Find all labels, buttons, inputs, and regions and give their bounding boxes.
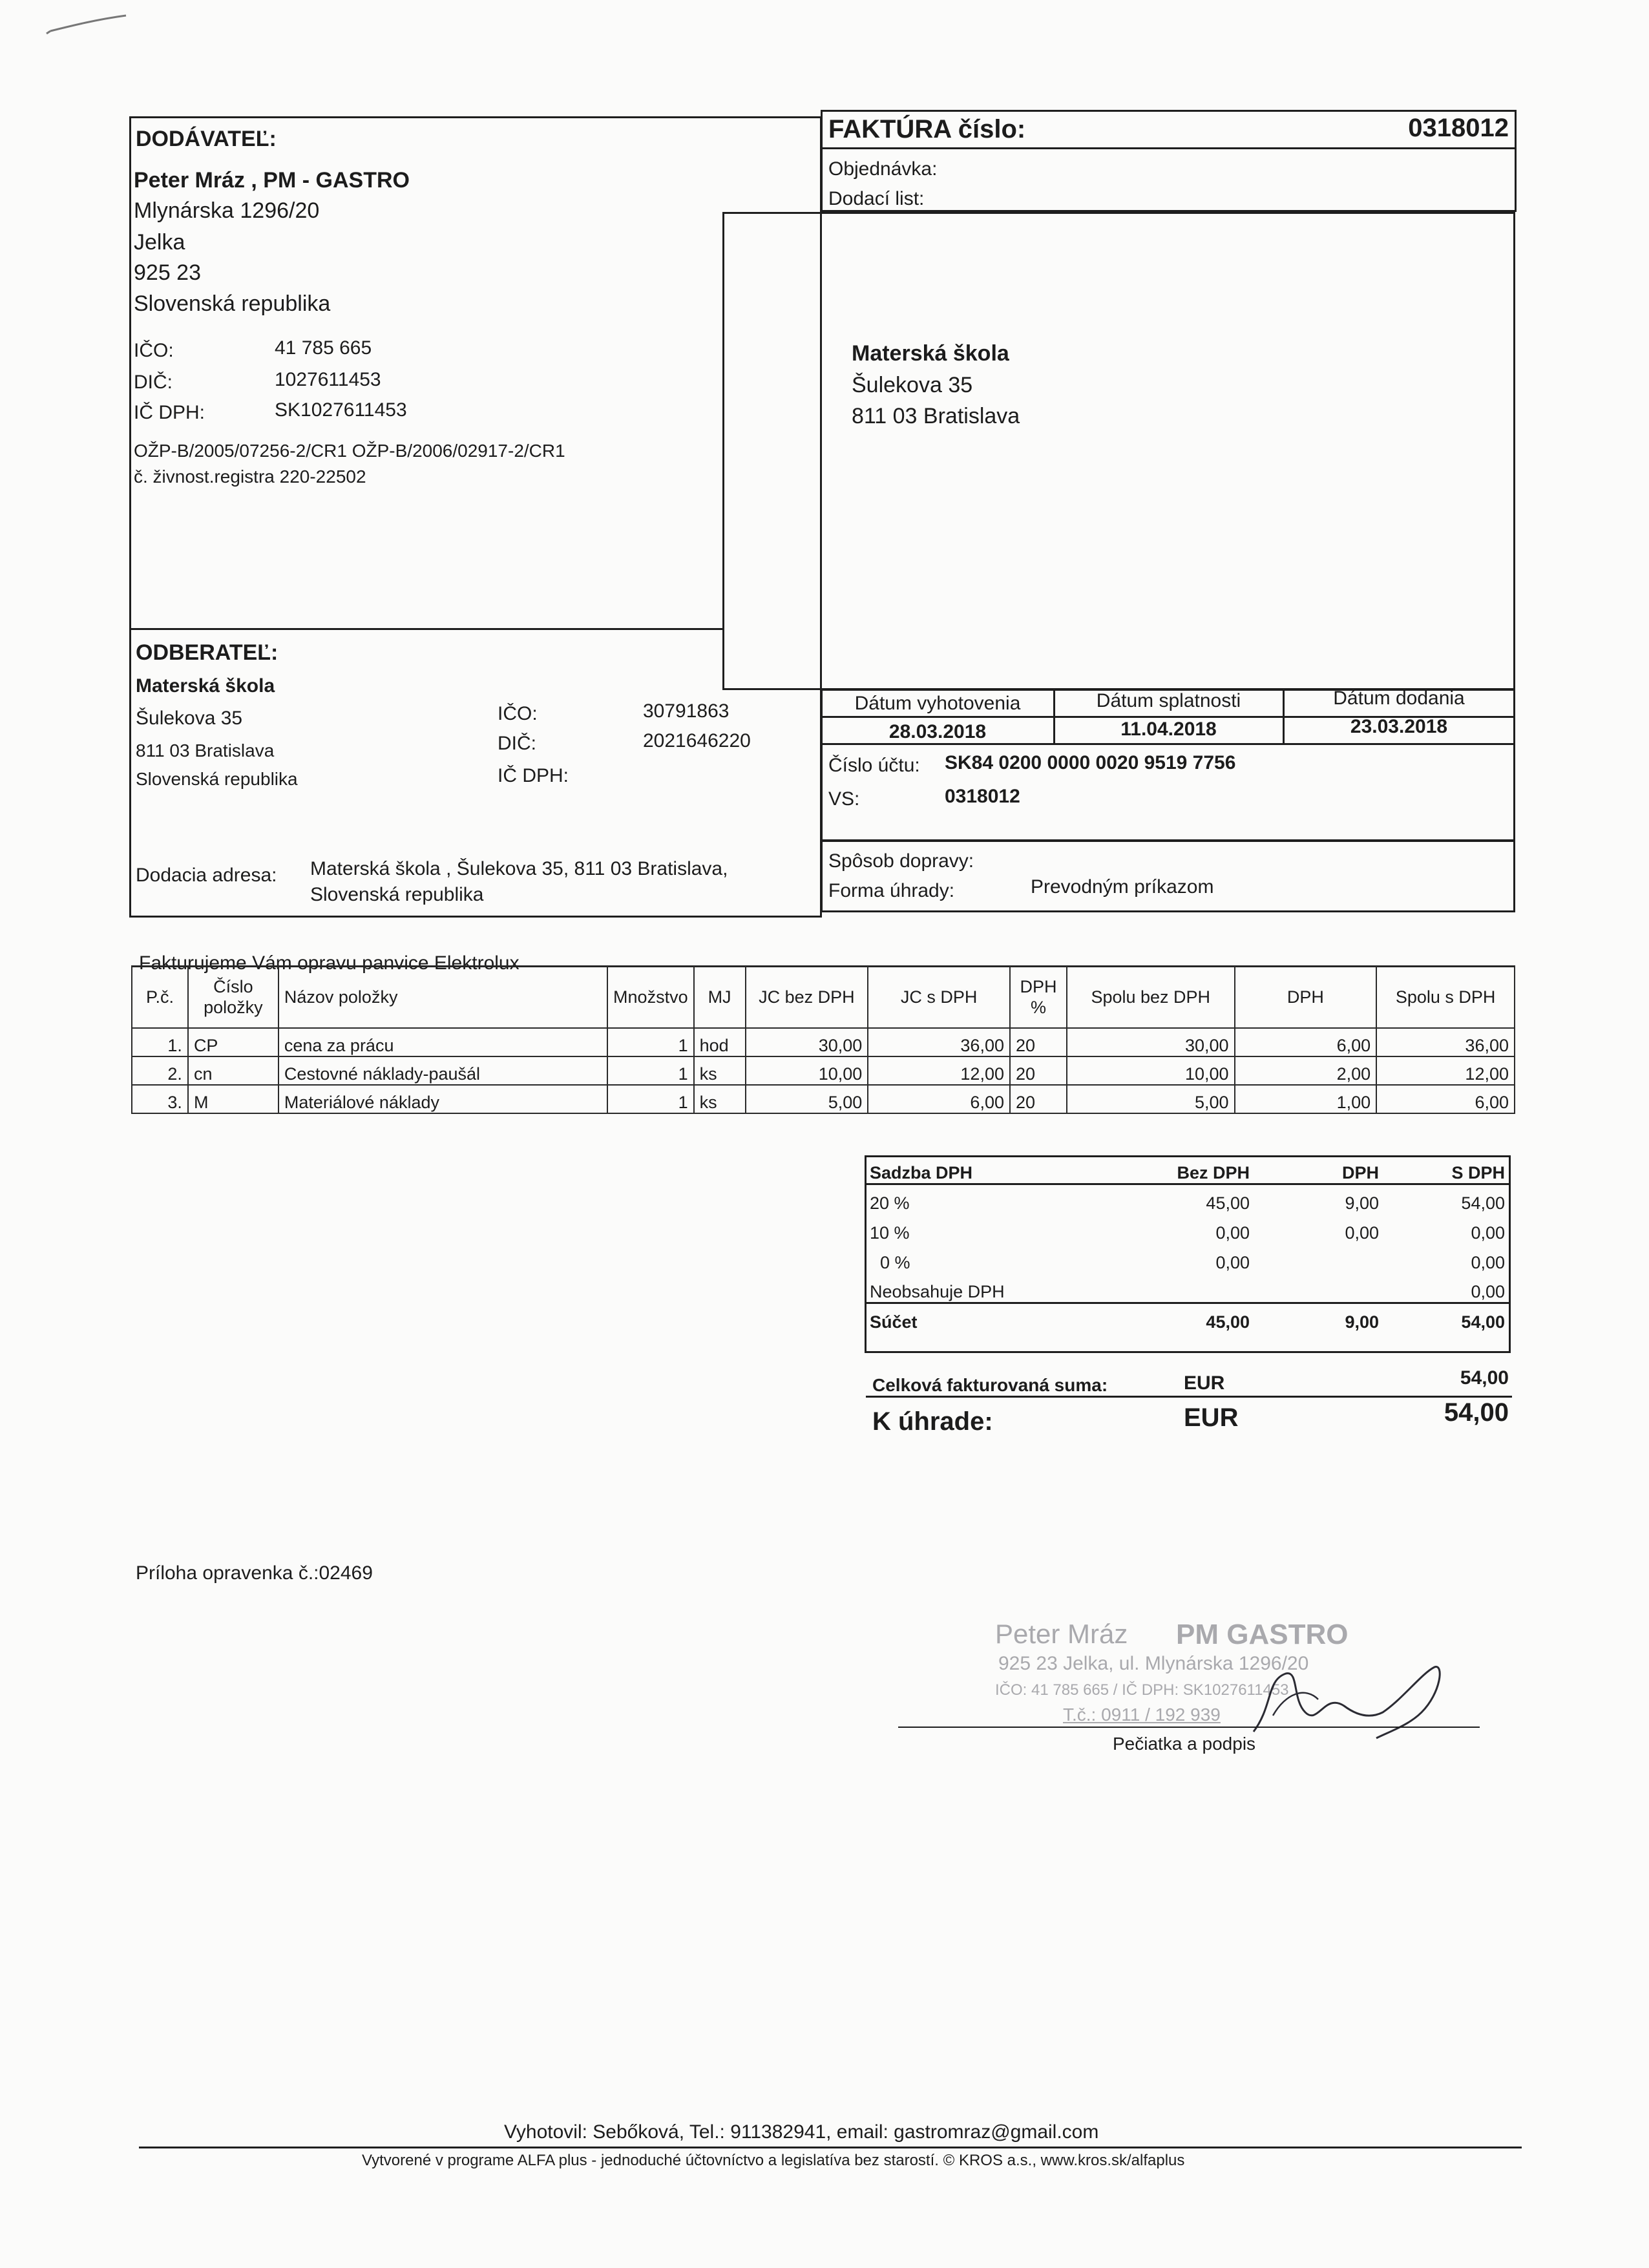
customer-street: Šulekova 35	[136, 708, 243, 729]
col-pc: P.č.	[132, 966, 188, 1028]
table-row	[132, 1085, 1515, 1113]
due-date: 11.04.2018	[1120, 719, 1217, 740]
item-vat-pct: 20	[1010, 1028, 1067, 1056]
item-total-gross: 6,00	[1376, 1085, 1515, 1113]
vat-row	[866, 1184, 1509, 1213]
items-table	[131, 965, 1515, 1114]
recipient-name: Materská škola	[852, 341, 1009, 366]
stamp-name-left: Peter Mráz	[995, 1619, 1128, 1649]
vat-header-row	[866, 1154, 1509, 1184]
item-pc: 2.	[132, 1056, 188, 1085]
recipient-city: 811 03 Bratislava	[852, 404, 1020, 428]
col-unit-net: JC bez DPH	[746, 966, 868, 1028]
customer-ico: 30791863	[643, 700, 730, 722]
item-code: CP	[188, 1028, 278, 1056]
vat-gross: 54,00	[1461, 1193, 1505, 1213]
table-row	[132, 1056, 1515, 1085]
item-qty: 1	[607, 1056, 694, 1085]
customer-top-line	[129, 628, 724, 630]
item-total-gross: 36,00	[1376, 1028, 1515, 1056]
vat-rate: 20 %	[870, 1193, 910, 1213]
supplier-street: Mlynárska 1296/20	[134, 198, 320, 223]
delivery-address-line1: Materská škola , Šulekova 35, 811 03 Bratislava,	[310, 858, 728, 879]
supplier-icdph-label: IČ DPH:	[134, 402, 205, 423]
vs-label: VS:	[828, 788, 860, 810]
item-vat: 1,00	[1235, 1085, 1377, 1113]
footer-rule	[139, 2147, 1522, 2148]
signature-line	[898, 1727, 1480, 1728]
vat-total-row	[866, 1303, 1509, 1332]
item-name: Materiálové náklady	[278, 1085, 607, 1113]
vat-h-rate: Sadzba DPH	[870, 1162, 973, 1182]
supplier-box	[129, 116, 822, 918]
stamp-ids: IČO: 41 785 665 / IČ DPH: SK1027611453	[995, 1681, 1289, 1699]
vat-summary-table	[866, 1154, 1509, 1332]
items-header-row	[132, 966, 1515, 1028]
stamp-name-right: PM GASTRO	[1176, 1619, 1349, 1650]
vat-h-vat: DPH	[1341, 1162, 1379, 1182]
item-total-net: 5,00	[1067, 1085, 1235, 1113]
software-note: Vytvorené v programe ALFA plus - jednoduché účtovníctvo a legislatíva bez starostí. © KROS a.s., www.kros.sk/alfaplus	[362, 2152, 1185, 2169]
item-vat-pct: 20	[1010, 1085, 1067, 1113]
item-unit-net: 10,00	[746, 1056, 868, 1085]
vat-row	[866, 1243, 1509, 1273]
vat-rate: 10 %	[870, 1223, 910, 1243]
supplier-dic-label: DIČ:	[134, 372, 173, 393]
vat-amount: 9,00	[1345, 1193, 1379, 1213]
to-pay-label: K úhrade:	[872, 1407, 993, 1436]
vat-row	[866, 1273, 1509, 1303]
item-code: M	[188, 1085, 278, 1113]
to-pay-total: 54,00	[1444, 1398, 1509, 1427]
customer-heading: ODBERATEĽ:	[136, 640, 278, 665]
col-vat-pct: DPH %	[1010, 966, 1067, 1028]
vat-net	[1098, 1273, 1254, 1303]
supplier-ico-label: IČO:	[134, 340, 174, 361]
invoiced-total: 54,00	[1460, 1367, 1509, 1389]
supplier-zip: 925 23	[134, 260, 201, 285]
item-vat: 2,00	[1235, 1056, 1377, 1085]
col-qty: Množstvo	[607, 966, 694, 1028]
item-unit: ks	[694, 1056, 746, 1085]
vat-h-net: Bez DPH	[1177, 1162, 1250, 1182]
invoice-title-underline	[821, 147, 1517, 149]
supplier-ico: 41 785 665	[275, 337, 372, 359]
col-name: Názov položky	[278, 966, 607, 1028]
vat-net: 0,00	[1215, 1223, 1250, 1243]
item-unit-gross: 36,00	[868, 1028, 1010, 1056]
supplier-city: Jelka	[134, 230, 185, 255]
supplier-permits: OŽP-B/2005/07256-2/CR1 OŽP-B/2006/02917-2/CR1	[134, 441, 565, 461]
to-pay-currency: EUR	[1184, 1403, 1239, 1432]
supplier-heading: DODÁVATEĽ:	[136, 127, 277, 151]
item-vat-pct: 20	[1010, 1056, 1067, 1085]
totals-rule	[866, 1396, 1512, 1398]
customer-country: Slovenská republika	[136, 769, 298, 789]
col-total-net: Spolu bez DPH	[1067, 966, 1235, 1028]
col-unit-gross: JC s DPH	[868, 966, 1010, 1028]
vat-net: 45,00	[1206, 1193, 1250, 1213]
signature	[1228, 1654, 1460, 1745]
delivery-address-label: Dodacia adresa:	[136, 865, 277, 886]
item-total-net: 30,00	[1067, 1028, 1235, 1056]
issue-date: 28.03.2018	[888, 721, 987, 742]
issue-date-label: Dátum vyhotovenia	[854, 693, 1021, 714]
delivery-note-label: Dodací list:	[828, 188, 925, 209]
table-row	[132, 1028, 1515, 1056]
item-qty: 1	[607, 1028, 694, 1056]
order-label: Objednávka:	[828, 158, 938, 180]
vat-total-gross: 54,00	[1461, 1312, 1505, 1332]
supplier-country: Slovenská republika	[134, 291, 331, 316]
customer-dic: 2021646220	[643, 730, 751, 751]
customer-city: 811 03 Bratislava	[136, 740, 275, 761]
customer-name: Materská škola	[136, 675, 275, 697]
payment-method: Prevodným príkazom	[1031, 876, 1214, 898]
invoice-number: 0318012	[1408, 114, 1509, 142]
customer-ico-label: IČO:	[498, 703, 538, 724]
vat-h-gross: S DPH	[1451, 1162, 1505, 1182]
vat-amount	[1254, 1273, 1383, 1303]
item-total-gross: 12,00	[1376, 1056, 1515, 1085]
invoice-title: FAKTÚRA číslo:	[828, 115, 1026, 143]
item-qty: 1	[607, 1085, 694, 1113]
col-code: Číslo položky	[188, 966, 278, 1028]
issued-by: Vyhotovil: Sebőková, Tel.: 911382941, email: gastromraz@gmail.com	[504, 2121, 1099, 2143]
transport-label: Spôsob dopravy:	[828, 850, 974, 872]
items-intro: Fakturujeme Vám opravu panvice Elektrolux	[139, 952, 520, 974]
vat-amount	[1254, 1243, 1383, 1273]
customer-icdph-label: IČ DPH:	[498, 765, 569, 786]
item-unit: hod	[694, 1028, 746, 1056]
vat-gross: 0,00	[1471, 1253, 1505, 1272]
supplier-icdph: SK1027611453	[275, 399, 407, 421]
dates-value-line	[821, 743, 1515, 745]
vat-total-label: Súčet	[870, 1312, 918, 1332]
vat-net: 0,00	[1215, 1253, 1250, 1272]
col-total-gross: Spolu s DPH	[1376, 966, 1515, 1028]
item-pc: 3.	[132, 1085, 188, 1113]
customer-dic-label: DIČ:	[498, 733, 536, 754]
item-vat: 6,00	[1235, 1028, 1377, 1056]
account-label: Číslo účtu:	[828, 755, 920, 776]
col-vat: DPH	[1235, 966, 1377, 1028]
supplier-trade-register: č. živnost.registra 220-22502	[134, 467, 366, 487]
account-number: SK84 0200 0000 0020 9519 7756	[945, 752, 1236, 773]
item-unit: ks	[694, 1085, 746, 1113]
item-unit-net: 30,00	[746, 1028, 868, 1056]
vat-amount: 0,00	[1345, 1223, 1379, 1243]
invoiced-total-label: Celková fakturovaná suma:	[872, 1375, 1108, 1395]
vat-total-net: 45,00	[1206, 1312, 1250, 1332]
recipient-street: Šulekova 35	[852, 373, 973, 397]
payment-method-label: Forma úhrady:	[828, 880, 955, 901]
due-date-label: Dátum splatnosti	[1096, 690, 1241, 711]
item-name: Cestovné náklady-paušál	[278, 1056, 607, 1085]
item-code: cn	[188, 1056, 278, 1085]
vat-rate: Neobsahuje DPH	[870, 1281, 1005, 1301]
delivery-date: 23.03.2018	[1350, 716, 1448, 737]
item-unit-net: 5,00	[746, 1085, 868, 1113]
col-unit: MJ	[694, 966, 746, 1028]
supplier-name: Peter Mráz , PM - GASTRO	[134, 168, 410, 193]
item-pc: 1.	[132, 1028, 188, 1056]
invoiced-currency: EUR	[1184, 1372, 1225, 1394]
vat-gross: 0,00	[1471, 1223, 1505, 1243]
stamp-caption: Pečiatka a podpis	[1113, 1734, 1256, 1754]
vat-row	[866, 1213, 1509, 1243]
stamp-address: 925 23 Jelka, ul. Mlynárska 1296/20	[998, 1653, 1309, 1674]
item-total-net: 10,00	[1067, 1056, 1235, 1085]
stamp-phone: T.č.: 0911 / 192 939	[1063, 1705, 1221, 1725]
item-name: cena za prácu	[278, 1028, 607, 1056]
attachment-note: Príloha opravenka č.:02469	[136, 1562, 373, 1584]
vat-gross: 0,00	[1471, 1281, 1505, 1301]
item-unit-gross: 6,00	[868, 1085, 1010, 1113]
supplier-dic: 1027611453	[275, 369, 381, 390]
item-unit-gross: 12,00	[868, 1056, 1010, 1085]
delivery-address-line2: Slovenská republika	[310, 884, 484, 905]
vs-number: 0318012	[945, 786, 1020, 807]
recipient-box	[722, 212, 1515, 690]
vat-rate: 0 %	[880, 1253, 910, 1272]
delivery-date-label: Dátum dodania	[1333, 688, 1465, 709]
staple-mark	[45, 6, 136, 39]
vat-total-vat: 9,00	[1345, 1312, 1379, 1332]
